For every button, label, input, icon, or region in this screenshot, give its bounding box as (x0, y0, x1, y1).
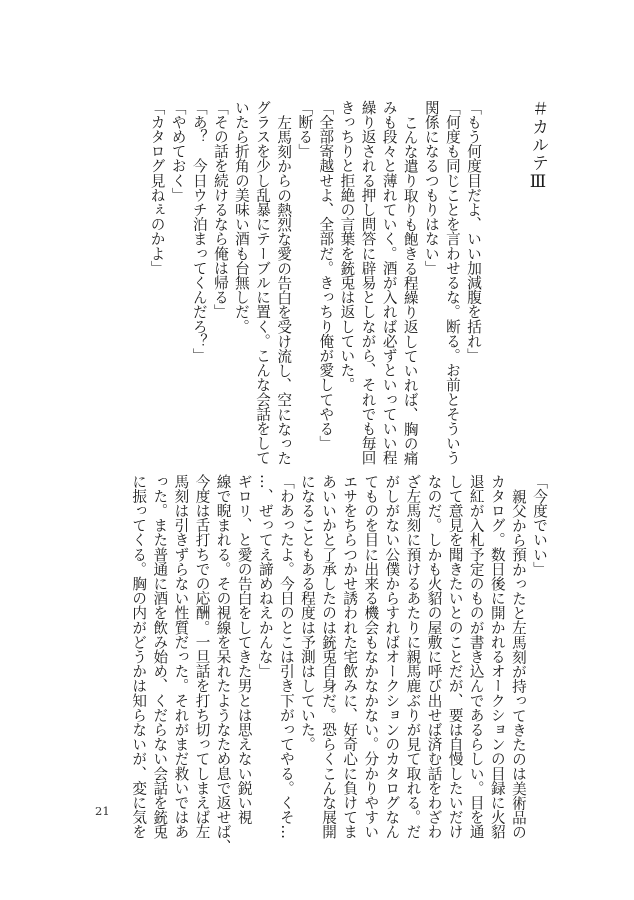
text-line: あいいかと了承したのは銃兎自身だ。恐らくこんな展開 (320, 474, 338, 839)
text-line: 「今度でいい」 (531, 474, 548, 577)
text-line: 「断る」 (296, 100, 314, 159)
text-line: がしがない公僕からすればオークションのカタログなん (383, 474, 401, 839)
text-line: 「その話を続けるなら俺は帰る」 (211, 100, 229, 319)
text-line: グラスを少し乱暴にテーブルに置く。こんな会話をして (254, 100, 272, 465)
text-line: こんな遣り取りも飽きる程繰り返していれば、胸の痛 (401, 114, 419, 465)
page-number: 21 (95, 804, 110, 818)
text-line: 「何度も同じことを言わせるな。断る。お前とそういう (443, 100, 461, 465)
text-line: 「カタログ見ねぇのかよ」 (148, 100, 166, 276)
text-line: 左馬刻からの熱烈な愛の告白を受け流し、空になった (275, 114, 293, 465)
text-line: なのだ。しかも火貂の屋敷に呼び出せば済む話をわざわ (425, 474, 443, 839)
text-line: エサをちらつかせ誘われた宅飲みに、好奇心に負けてま (341, 474, 359, 839)
lower-text-block (128, 474, 550, 854)
text-line: 「全部寄越せよ、全部だ。きっちり俺が愛してやる」 (317, 100, 335, 451)
text-line: して意見を聞きたいとのことだが、要は自慢したいだけ (446, 474, 464, 839)
chapter-title: ＃カルテⅢ (528, 100, 548, 193)
text-line: みも段々と薄れていく。酒が入れば必ずといっていい程 (380, 100, 398, 465)
text-line: った。また普通に酒を飲み始め、くだらない会話を銃兎 (151, 474, 169, 839)
text-line: 「わあったよ。今日のとこは引き下がってやる。くそ… (277, 474, 295, 839)
text-line: 親父から預かったと左馬刻が持ってきたのは美術品の (509, 488, 527, 839)
text-line: 馬刻は引きずらない性質だった。それがまだ救いではあ (172, 474, 190, 839)
text-line: てものを目に出来る機会もなかなかない。分かりやすい (362, 474, 380, 839)
text-line: 今度は舌打ちでの応酬。一旦話を打ち切ってしまえば左 (193, 474, 211, 839)
text-line: カタログ。数日後に開かれるオークションの目録に火貂 (488, 474, 506, 839)
text-line: 「やめておく」 (169, 100, 187, 203)
text-line: ざ左馬刻に預けるあたりに親馬鹿ぶりが見て取れる。だ (404, 474, 422, 839)
text-line: …、ぜってえ諦めねえかんな」 (256, 474, 274, 679)
text-line: いたら折角の美味い酒も台無しだ。 (232, 100, 250, 334)
text-line: 「もう何度目だよ、いい加減腹を括れ」 (465, 100, 482, 363)
text-line: 退紅が入札予定のものが書き込んであるらしい。目を通 (467, 474, 485, 839)
text-line: に振ってくる。胸の内がどうかは知らないが、変に気を (130, 474, 148, 839)
text-line: 繰り返される押し問答に辟易としながら、それでも毎回 (359, 100, 377, 465)
text-line: 線で睨まれる。その視線を呆れたようなため息で返せば、 (214, 474, 232, 854)
text-line: ギロリ、と愛の告白をしてきた男とは思えない鋭い視 (235, 474, 253, 825)
text-line: きっちりと拒絶の言葉を銃兎は返していた。 (338, 100, 356, 392)
text-line: 「あ？ 今日ウチ泊まってくんだろ？」 (190, 100, 208, 363)
upper-text-block (147, 100, 485, 465)
text-line: になることもある程度は予測はしていた。 (298, 474, 316, 752)
text-line: 関係になるつもりはない」 (422, 100, 440, 276)
